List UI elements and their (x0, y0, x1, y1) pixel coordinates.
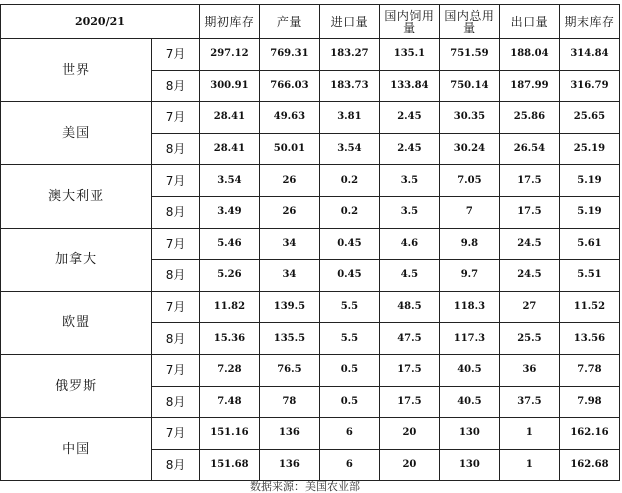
value-cell-domestic-total: 30.24 (439, 133, 499, 165)
month-cell: 8月 (152, 260, 200, 292)
value-cell-production: 34 (259, 228, 319, 260)
value-cell-domestic-total: 30.35 (439, 102, 499, 134)
region-name-cell: 俄罗斯 (1, 354, 152, 417)
value-cell-beginning-stocks: 5.26 (199, 260, 259, 292)
value-cell-production: 76.5 (259, 354, 319, 386)
value-cell-imports: 0.2 (319, 165, 379, 197)
value-cell-exports: 188.04 (499, 39, 559, 71)
value-cell-domestic-total: 40.5 (439, 354, 499, 386)
value-cell-production: 50.01 (259, 133, 319, 165)
month-cell: 8月 (152, 323, 200, 355)
month-cell: 8月 (152, 386, 200, 418)
value-cell-imports: 183.27 (319, 39, 379, 71)
value-cell-ending-stocks: 7.98 (559, 386, 619, 418)
value-cell-domestic-feed: 17.5 (379, 354, 439, 386)
value-cell-imports: 0.45 (319, 260, 379, 292)
value-cell-imports: 6 (319, 449, 379, 481)
value-cell-production: 766.03 (259, 70, 319, 102)
value-cell-ending-stocks: 5.61 (559, 228, 619, 260)
value-cell-ending-stocks: 5.19 (559, 165, 619, 197)
value-cell-ending-stocks: 25.65 (559, 102, 619, 134)
value-cell-domestic-total: 7.05 (439, 165, 499, 197)
month-cell: 7月 (152, 291, 200, 323)
month-cell: 7月 (152, 39, 200, 71)
value-cell-domestic-feed: 48.5 (379, 291, 439, 323)
column-header-domestic-feed: 国内饲用量 (379, 5, 439, 39)
table-row (1, 291, 620, 323)
region-name-cell: 欧盟 (1, 291, 152, 354)
month-cell: 7月 (152, 102, 200, 134)
value-cell-ending-stocks: 5.19 (559, 196, 619, 228)
value-cell-ending-stocks: 11.52 (559, 291, 619, 323)
value-cell-beginning-stocks: 300.91 (199, 70, 259, 102)
value-cell-production: 769.31 (259, 39, 319, 71)
value-cell-domestic-feed: 2.45 (379, 102, 439, 134)
value-cell-imports: 0.5 (319, 386, 379, 418)
value-cell-domestic-feed: 3.5 (379, 196, 439, 228)
month-cell: 8月 (152, 196, 200, 228)
value-cell-domestic-feed: 133.84 (379, 70, 439, 102)
table-row (1, 418, 620, 450)
value-cell-exports: 37.5 (499, 386, 559, 418)
column-header-exports: 出口量 (499, 5, 559, 39)
value-cell-ending-stocks: 314.84 (559, 39, 619, 71)
value-cell-beginning-stocks: 28.41 (199, 102, 259, 134)
value-cell-ending-stocks: 25.19 (559, 133, 619, 165)
column-header-beginning-stocks: 期初库存 (199, 5, 259, 39)
column-header-ending-stocks: 期末库存 (559, 5, 619, 39)
value-cell-domestic-feed: 4.5 (379, 260, 439, 292)
value-cell-exports: 1 (499, 418, 559, 450)
value-cell-exports: 27 (499, 291, 559, 323)
value-cell-domestic-feed: 20 (379, 418, 439, 450)
value-cell-exports: 24.5 (499, 228, 559, 260)
month-cell: 8月 (152, 70, 200, 102)
value-cell-ending-stocks: 5.51 (559, 260, 619, 292)
value-cell-imports: 183.73 (319, 70, 379, 102)
value-cell-domestic-total: 9.7 (439, 260, 499, 292)
value-cell-domestic-total: 7 (439, 196, 499, 228)
value-cell-imports: 0.45 (319, 228, 379, 260)
table-row (1, 39, 620, 71)
year-header-cell: 2020/21 (1, 5, 200, 39)
value-cell-production: 49.63 (259, 102, 319, 134)
wheat-balance-table (0, 4, 620, 481)
header-row (1, 5, 620, 39)
value-cell-domestic-total: 118.3 (439, 291, 499, 323)
value-cell-ending-stocks: 162.16 (559, 418, 619, 450)
value-cell-domestic-feed: 47.5 (379, 323, 439, 355)
value-cell-production: 34 (259, 260, 319, 292)
value-cell-imports: 6 (319, 418, 379, 450)
value-cell-domestic-feed: 4.6 (379, 228, 439, 260)
value-cell-imports: 3.54 (319, 133, 379, 165)
value-cell-imports: 3.81 (319, 102, 379, 134)
value-cell-beginning-stocks: 11.82 (199, 291, 259, 323)
value-cell-beginning-stocks: 297.12 (199, 39, 259, 71)
region-name-cell: 加拿大 (1, 228, 152, 291)
column-header-domestic-total: 国内总用量 (439, 5, 499, 39)
table-body (1, 39, 620, 481)
value-cell-beginning-stocks: 151.16 (199, 418, 259, 450)
month-cell: 7月 (152, 165, 200, 197)
month-cell: 8月 (152, 133, 200, 165)
value-cell-domestic-total: 750.14 (439, 70, 499, 102)
value-cell-ending-stocks: 13.56 (559, 323, 619, 355)
table-row (1, 102, 620, 134)
value-cell-imports: 5.5 (319, 323, 379, 355)
value-cell-ending-stocks: 316.79 (559, 70, 619, 102)
value-cell-exports: 17.5 (499, 196, 559, 228)
value-cell-beginning-stocks: 151.68 (199, 449, 259, 481)
value-cell-production: 139.5 (259, 291, 319, 323)
value-cell-domestic-feed: 20 (379, 449, 439, 481)
value-cell-production: 136 (259, 418, 319, 450)
value-cell-production: 26 (259, 196, 319, 228)
value-cell-exports: 1 (499, 449, 559, 481)
value-cell-production: 26 (259, 165, 319, 197)
value-cell-beginning-stocks: 28.41 (199, 133, 259, 165)
value-cell-domestic-total: 130 (439, 418, 499, 450)
value-cell-exports: 26.54 (499, 133, 559, 165)
value-cell-imports: 0.5 (319, 354, 379, 386)
value-cell-exports: 36 (499, 354, 559, 386)
wheat-balance-table-frame (0, 4, 620, 480)
value-cell-domestic-total: 9.8 (439, 228, 499, 260)
month-cell: 7月 (152, 418, 200, 450)
value-cell-domestic-feed: 2.45 (379, 133, 439, 165)
value-cell-production: 78 (259, 386, 319, 418)
value-cell-exports: 17.5 (499, 165, 559, 197)
value-cell-beginning-stocks: 3.54 (199, 165, 259, 197)
value-cell-beginning-stocks: 7.48 (199, 386, 259, 418)
month-cell: 7月 (152, 354, 200, 386)
region-name-cell: 世界 (1, 39, 152, 102)
value-cell-ending-stocks: 162.68 (559, 449, 619, 481)
value-cell-domestic-feed: 135.1 (379, 39, 439, 71)
value-cell-ending-stocks: 7.78 (559, 354, 619, 386)
region-name-cell: 中国 (1, 418, 152, 481)
column-header-production: 产量 (259, 5, 319, 39)
value-cell-production: 136 (259, 449, 319, 481)
value-cell-exports: 25.86 (499, 102, 559, 134)
region-name-cell: 美国 (1, 102, 152, 165)
table-row (1, 228, 620, 260)
value-cell-exports: 24.5 (499, 260, 559, 292)
value-cell-beginning-stocks: 7.28 (199, 354, 259, 386)
value-cell-domestic-total: 751.59 (439, 39, 499, 71)
value-cell-production: 135.5 (259, 323, 319, 355)
month-cell: 8月 (152, 449, 200, 481)
value-cell-beginning-stocks: 3.49 (199, 196, 259, 228)
value-cell-imports: 0.2 (319, 196, 379, 228)
value-cell-domestic-feed: 3.5 (379, 165, 439, 197)
value-cell-imports: 5.5 (319, 291, 379, 323)
column-header-imports: 进口量 (319, 5, 379, 39)
value-cell-domestic-total: 130 (439, 449, 499, 481)
value-cell-domestic-total: 40.5 (439, 386, 499, 418)
value-cell-beginning-stocks: 15.36 (199, 323, 259, 355)
value-cell-exports: 187.99 (499, 70, 559, 102)
table-row (1, 354, 620, 386)
value-cell-exports: 25.5 (499, 323, 559, 355)
month-cell: 7月 (152, 228, 200, 260)
table-row (1, 165, 620, 197)
value-cell-domestic-feed: 17.5 (379, 386, 439, 418)
region-name-cell: 澳大利亚 (1, 165, 152, 228)
value-cell-domestic-total: 117.3 (439, 323, 499, 355)
source-note-fragment: 数据来源：美国农业部 (250, 480, 360, 493)
value-cell-beginning-stocks: 5.46 (199, 228, 259, 260)
